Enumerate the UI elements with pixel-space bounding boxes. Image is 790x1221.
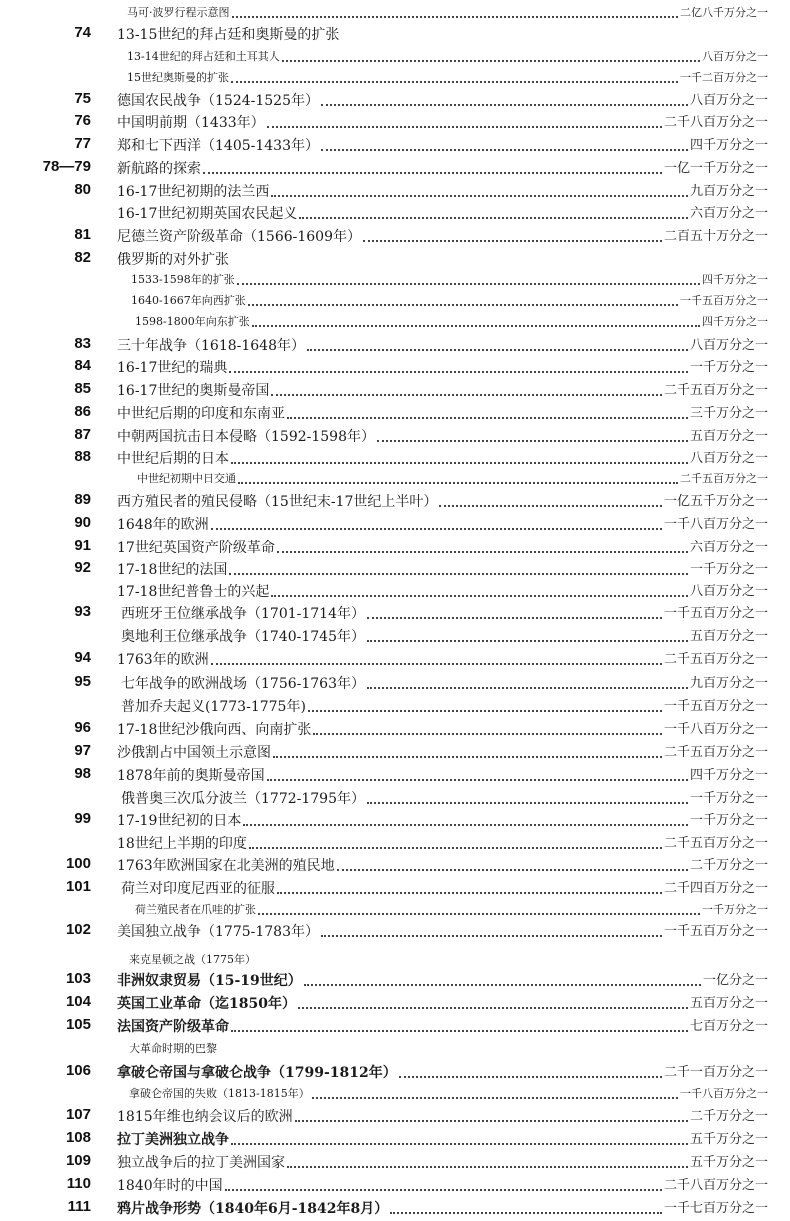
map-scale: 二千五百万分之一 — [663, 383, 768, 398]
dot-leader — [267, 126, 662, 128]
dot-leader — [287, 1166, 688, 1168]
dot-leader — [249, 847, 662, 849]
map-scale: 八百万分之一 — [689, 451, 768, 466]
map-title: 拿破仑帝国与拿破仑战争（1799-1812年） — [117, 1065, 397, 1081]
toc-entry — [0, 179, 790, 201]
entry-line — [117, 355, 768, 377]
entry-line — [117, 853, 768, 875]
map-title: 15世纪奥斯曼的扩张 — [127, 71, 229, 84]
page-number: 84 — [74, 357, 91, 374]
map-scale: 一千八百万分之一 — [680, 1087, 768, 1100]
dot-leader — [298, 1007, 688, 1009]
dot-leader — [377, 440, 688, 442]
toc-entry — [0, 446, 790, 468]
map-scale: 二千五百万分之一 — [663, 652, 768, 667]
dot-leader — [337, 869, 688, 871]
dot-leader — [277, 551, 688, 553]
dot-leader — [238, 482, 678, 484]
dot-leader — [367, 802, 688, 804]
entry-line — [117, 1014, 768, 1036]
page-number: 96 — [74, 719, 91, 736]
map-scale: 一千万分之一 — [702, 903, 768, 916]
map-scale: 一千万分之一 — [689, 791, 768, 806]
page-number: 78—79 — [42, 158, 91, 175]
entry-line — [121, 671, 768, 693]
dot-leader — [267, 779, 688, 781]
toc-entry — [0, 512, 790, 534]
map-title: 16-17世纪的奥斯曼帝国 — [117, 383, 270, 399]
page-number: 86 — [74, 403, 91, 420]
toc-entry — [0, 831, 790, 853]
toc-entry — [0, 1104, 790, 1126]
map-title: 1640-1667年向西扩张 — [131, 294, 246, 307]
page-number: 111 — [67, 1198, 91, 1215]
map-title: 美国独立战争（1775-1783年） — [117, 924, 319, 940]
map-title: 17-18世纪的法国 — [117, 562, 228, 578]
map-scale: 二千万分之一 — [689, 1109, 768, 1124]
map-title: 新航路的探索 — [117, 161, 201, 177]
map-scale: 三千万分之一 — [689, 406, 768, 421]
dot-leader — [277, 892, 662, 894]
map-title: 1763年欧洲国家在北美洲的殖民地 — [117, 858, 335, 874]
page-number: 87 — [74, 426, 91, 443]
entry-line — [117, 557, 768, 579]
page-number: 99 — [74, 810, 91, 827]
map-title: 1598-1800年向东扩张 — [135, 315, 250, 328]
toc-entry — [0, 88, 790, 110]
map-scale: 四千万分之一 — [689, 138, 768, 153]
entry-line — [117, 740, 768, 762]
dot-leader — [367, 617, 662, 619]
page-number: 98 — [74, 765, 91, 782]
entry-line — [129, 1036, 768, 1058]
map-title: 1648年的欧洲 — [117, 517, 209, 533]
page-number: 91 — [74, 537, 91, 554]
page-number: 101 — [65, 878, 91, 895]
entry-line — [117, 808, 768, 830]
dot-leader — [211, 528, 662, 530]
entry-line — [121, 601, 768, 623]
dot-leader — [252, 325, 700, 327]
entry-line — [117, 919, 768, 941]
map-title: 奥地利王位继承战争（1740-1745年） — [121, 629, 365, 645]
entry-line — [117, 489, 768, 511]
map-title: 七年战争的欧洲战场（1756-1763年） — [121, 676, 365, 692]
page-number: 94 — [74, 649, 91, 666]
map-scale: 二千一百万分之一 — [663, 1065, 768, 1080]
page-number: 83 — [74, 335, 91, 352]
dot-leader — [248, 304, 678, 306]
toc-entry — [0, 110, 790, 132]
entry-line — [131, 288, 768, 310]
entry-line — [117, 156, 768, 178]
dot-leader — [299, 217, 688, 219]
toc-entry — [0, 309, 790, 331]
page-number: 81 — [74, 226, 91, 243]
dot-leader — [203, 172, 662, 174]
entry-line — [117, 535, 768, 557]
map-title: 三十年战争（1618-1648年） — [117, 338, 305, 354]
toc-entry — [0, 133, 790, 155]
map-title: 西班牙王位继承战争（1701-1714年） — [121, 606, 365, 622]
map-scale: 一千八百万分之一 — [663, 517, 768, 532]
page-number: 77 — [74, 135, 91, 152]
entry-line — [121, 694, 768, 716]
page-number: 105 — [65, 1016, 91, 1033]
map-title: 非洲奴隶贸易（15-19世纪） — [117, 973, 302, 989]
map-scale: 一千五百万分之一 — [663, 606, 768, 621]
toc-entry — [0, 1014, 790, 1036]
map-title: 中朝两国抗击日本侵略（1592-1598年） — [117, 429, 375, 445]
dot-leader — [390, 1212, 662, 1214]
map-title: 普加乔夫起义(1773-1775年) — [121, 699, 306, 715]
map-title: 16-17世纪初期英国农民起义 — [117, 206, 298, 222]
dot-leader — [231, 1143, 688, 1145]
page-number: 95 — [74, 673, 91, 690]
map-scale: 一千二百万分之一 — [680, 71, 768, 84]
map-title: 拉丁美洲独立战争 — [117, 1132, 229, 1148]
dot-leader — [282, 60, 700, 62]
entry-line — [117, 991, 768, 1013]
entry-line — [135, 309, 768, 331]
map-title: 拿破仑帝国的失败（1813-1815年） — [129, 1087, 310, 1100]
dot-leader — [231, 81, 678, 83]
dot-leader — [321, 149, 688, 151]
entry-line — [121, 876, 768, 898]
toc-entry — [0, 763, 790, 785]
toc-entry — [0, 65, 790, 87]
page-number: 85 — [74, 380, 91, 397]
map-title: 1763年的欧洲 — [117, 652, 209, 668]
map-scale: 八百万分之一 — [689, 338, 768, 353]
toc-entry — [0, 991, 790, 1013]
page-number: 102 — [65, 921, 91, 938]
toc-entry — [0, 247, 790, 269]
entry-line — [117, 401, 768, 423]
entry-line — [117, 1060, 768, 1082]
dot-leader — [231, 462, 688, 464]
dot-leader — [312, 1097, 678, 1099]
toc-entry — [0, 557, 790, 579]
dot-leader — [439, 505, 662, 507]
page-number: 108 — [65, 1129, 91, 1146]
map-scale: 四千万分之一 — [702, 315, 768, 328]
entry-line — [131, 267, 768, 289]
toc-entry — [0, 0, 790, 22]
dot-leader — [321, 104, 688, 106]
map-title: 17-19世纪初的日本 — [117, 813, 242, 829]
map-title: 17世纪英国资产阶级革命 — [117, 540, 275, 556]
entry-line — [127, 65, 768, 87]
map-scale: 二千五百万分之一 — [663, 745, 768, 760]
map-scale: 五百万分之一 — [689, 429, 768, 444]
toc-entry — [0, 1127, 790, 1149]
map-title: 1533-1598年的扩张 — [131, 273, 235, 286]
map-title: 17-18世纪普鲁士的兴起 — [117, 584, 270, 600]
map-scale: 二千八百万分之一 — [663, 1178, 768, 1193]
dot-leader — [271, 195, 688, 197]
toc-entry — [0, 876, 790, 898]
page-number: 76 — [74, 112, 91, 129]
page-number: 89 — [74, 491, 91, 508]
entry-line — [117, 1150, 768, 1172]
entry-line — [117, 1196, 768, 1218]
map-title: 荷兰对印度尼西亚的征服 — [121, 881, 275, 897]
toc-entry — [0, 224, 790, 246]
toc-entry — [0, 624, 790, 646]
map-scale: 六百万分之一 — [689, 540, 768, 555]
toc-entry — [0, 156, 790, 178]
map-scale: 二千五百万分之一 — [663, 836, 768, 851]
map-title: 中世纪后期的印度和东南亚 — [117, 406, 285, 422]
toc-entry — [0, 1196, 790, 1218]
page-number: 90 — [74, 514, 91, 531]
toc-entry — [0, 919, 790, 941]
entry-line — [121, 624, 768, 646]
map-title: 英国工业革命（迄1850年） — [117, 996, 296, 1012]
map-scale: 二亿八千万分之一 — [680, 6, 768, 19]
toc-entry — [0, 466, 790, 488]
map-title: 马可·波罗行程示意图 — [127, 6, 230, 19]
map-scale: 四千万分之一 — [702, 273, 768, 286]
page-number: 82 — [74, 249, 91, 266]
page-number: 75 — [74, 90, 91, 107]
map-title: 荷兰殖民者在爪哇的扩张 — [135, 903, 256, 916]
map-scale: 一千五百万分之一 — [663, 699, 768, 714]
map-scale: 五千万分之一 — [689, 1155, 768, 1170]
toc-entry — [0, 267, 790, 289]
entry-line — [121, 786, 768, 808]
entry-line — [117, 717, 768, 739]
map-scale: 八百万分之一 — [689, 93, 768, 108]
dot-leader — [211, 663, 662, 665]
toc-entry — [0, 853, 790, 875]
toc-entry — [0, 601, 790, 623]
toc-entry — [0, 694, 790, 716]
dot-leader — [308, 710, 662, 712]
map-scale: 四千万分之一 — [689, 768, 768, 783]
map-scale: 八百万分之一 — [702, 50, 768, 63]
dot-leader — [225, 1189, 662, 1191]
dot-leader — [367, 687, 688, 689]
toc-entry — [0, 1173, 790, 1195]
map-title: 13-14世纪的拜占廷和土耳其人 — [127, 50, 280, 63]
map-scale: 八百万分之一 — [689, 584, 768, 599]
toc-entry — [0, 947, 790, 969]
map-title: 13-15世纪的拜占廷和奥斯曼的扩张 — [117, 27, 340, 43]
page-number: 104 — [65, 993, 91, 1010]
map-scale: 一亿一千万分之一 — [663, 161, 768, 176]
map-scale: 一千八百万分之一 — [663, 722, 768, 737]
toc-entry — [0, 22, 790, 44]
entry-line — [117, 1104, 768, 1126]
page-number: 74 — [74, 24, 91, 41]
dot-leader — [363, 240, 662, 242]
map-scale: 一千万分之一 — [689, 813, 768, 828]
map-title: 中世纪后期的日本 — [117, 451, 229, 467]
map-title: 沙俄割占中国领土示意图 — [117, 745, 271, 761]
map-scale: 九百万分之一 — [689, 184, 768, 199]
entry-line — [117, 446, 768, 468]
page-number: 80 — [74, 181, 91, 198]
page-number: 88 — [74, 448, 91, 465]
toc-entry — [0, 1060, 790, 1082]
map-scale: 二百五十万分之一 — [663, 229, 768, 244]
dot-leader — [307, 349, 688, 351]
dot-leader — [399, 1076, 662, 1078]
toc-entry — [0, 579, 790, 601]
dot-leader — [367, 640, 688, 642]
dot-leader — [287, 417, 688, 419]
map-title: 俄罗斯的对外扩张 — [117, 252, 229, 268]
dot-leader — [313, 733, 662, 735]
entry-line — [117, 647, 768, 669]
entry-line — [117, 1173, 768, 1195]
toc-entry — [0, 1081, 790, 1103]
toc-entry — [0, 786, 790, 808]
toc-entry — [0, 535, 790, 557]
map-scale: 一亿五千万分之一 — [663, 494, 768, 509]
toc-entry — [0, 808, 790, 830]
map-title: 中国明前期（1433年） — [117, 115, 265, 131]
map-scale: 二千八百万分之一 — [663, 115, 768, 130]
dot-leader — [273, 756, 662, 758]
map-scale: 五百万分之一 — [689, 629, 768, 644]
entry-line — [117, 179, 768, 201]
dot-leader — [243, 824, 688, 826]
entry-line — [117, 831, 768, 853]
dot-leader — [237, 283, 700, 285]
entry-line — [127, 0, 768, 22]
map-title: 16-17世纪初期的法兰西 — [117, 184, 270, 200]
page-number: 92 — [74, 559, 91, 576]
entry-line — [135, 897, 768, 919]
entry-line — [137, 466, 768, 488]
map-title: 中世纪初期中日交通 — [137, 472, 236, 485]
map-scale: 五千万分之一 — [689, 1132, 768, 1147]
toc-entry — [0, 201, 790, 223]
entry-line — [117, 968, 768, 990]
map-title: 俄普奥三次瓜分波兰（1772-1795年） — [121, 791, 365, 807]
map-title: 郑和七下西洋（1405-1433年） — [117, 138, 319, 154]
map-title: 18世纪上半期的印度 — [117, 836, 247, 852]
page-number: 93 — [74, 603, 91, 620]
map-title: 1815年维也纳会议后的欧洲 — [117, 1109, 293, 1125]
map-scale: 二千五百万分之一 — [680, 472, 768, 485]
toc-entry — [0, 1036, 790, 1058]
map-title: 1878年前的奥斯曼帝国 — [117, 768, 265, 784]
dot-leader — [304, 984, 701, 986]
entry-line — [117, 333, 768, 355]
map-scale: 七百万分之一 — [689, 1019, 768, 1034]
entry-line — [117, 424, 768, 446]
toc-entry — [0, 489, 790, 511]
entry-line — [129, 1081, 768, 1103]
page-number: 97 — [74, 742, 91, 759]
map-title: 鸦片战争形势（1840年6月-1842年8月） — [117, 1201, 389, 1217]
dot-leader — [321, 935, 662, 937]
entry-line — [117, 224, 768, 246]
page-number: 100 — [65, 855, 91, 872]
toc-entry — [0, 333, 790, 355]
entry-line — [117, 579, 768, 601]
map-title: 独立战争后的拉丁美洲国家 — [117, 1155, 285, 1171]
toc-entry — [0, 44, 790, 66]
map-title: 法国资产阶级革命 — [117, 1019, 229, 1035]
toc-entry — [0, 378, 790, 400]
toc-entry — [0, 717, 790, 739]
toc-entry — [0, 647, 790, 669]
entry-line — [117, 133, 768, 155]
map-title: 16-17世纪的瑞典 — [117, 360, 228, 376]
map-title: 17-18世纪沙俄向西、向南扩张 — [117, 722, 312, 738]
dot-leader — [258, 913, 700, 915]
entry-line — [117, 247, 768, 269]
map-title: 德国农民战争（1524-1525年） — [117, 93, 319, 109]
entry-line — [117, 1127, 768, 1149]
dot-leader — [232, 16, 679, 18]
dot-leader — [295, 1120, 688, 1122]
map-scale: 一千万分之一 — [689, 360, 768, 375]
map-scale: 九百万分之一 — [689, 676, 768, 691]
map-title: 大革命时期的巴黎 — [129, 1042, 217, 1055]
entry-line — [117, 763, 768, 785]
map-title: 西方殖民者的殖民侵略（15世纪末-17世纪上半叶） — [117, 494, 438, 510]
map-scale: 一千五百万分之一 — [663, 924, 768, 939]
page-number: 110 — [66, 1175, 91, 1192]
map-scale: 一千五百万分之一 — [680, 294, 768, 307]
dot-leader — [231, 1030, 688, 1032]
map-title: 1840年时的中国 — [117, 1178, 223, 1194]
dot-leader — [271, 394, 662, 396]
dot-leader — [229, 371, 688, 373]
map-title: 尼德兰资产阶级革命（1566-1609年） — [117, 229, 361, 245]
entry-line — [117, 88, 768, 110]
toc-entry — [0, 355, 790, 377]
entry-line — [117, 201, 768, 223]
entry-line — [117, 512, 768, 534]
entry-line — [117, 378, 768, 400]
map-scale: 一千万分之一 — [689, 562, 768, 577]
entry-line — [117, 22, 768, 44]
map-scale: 五百万分之一 — [689, 996, 768, 1011]
toc-entry — [0, 424, 790, 446]
toc-entry — [0, 1150, 790, 1172]
dot-leader — [229, 573, 688, 575]
toc-entry — [0, 671, 790, 693]
map-scale: 二千四百万分之一 — [663, 881, 768, 896]
map-scale: 二千万分之一 — [689, 858, 768, 873]
toc-entry — [0, 897, 790, 919]
dot-leader — [271, 595, 688, 597]
page-number: 103 — [65, 970, 91, 987]
map-scale: 六百万分之一 — [689, 206, 768, 221]
toc-entry — [0, 968, 790, 990]
entry-line — [127, 44, 768, 66]
map-scale: 一亿分之一 — [702, 973, 768, 988]
page-number: 106 — [65, 1062, 91, 1079]
page-number: 109 — [65, 1152, 91, 1169]
page-number: 107 — [65, 1106, 91, 1123]
entry-line — [117, 110, 768, 132]
entry-line — [129, 947, 768, 969]
toc-entry — [0, 288, 790, 310]
map-scale: 一千七百万分之一 — [663, 1201, 768, 1216]
toc-entry — [0, 740, 790, 762]
map-title: 来克星顿之战（1775年） — [129, 953, 256, 966]
toc-entry — [0, 401, 790, 423]
